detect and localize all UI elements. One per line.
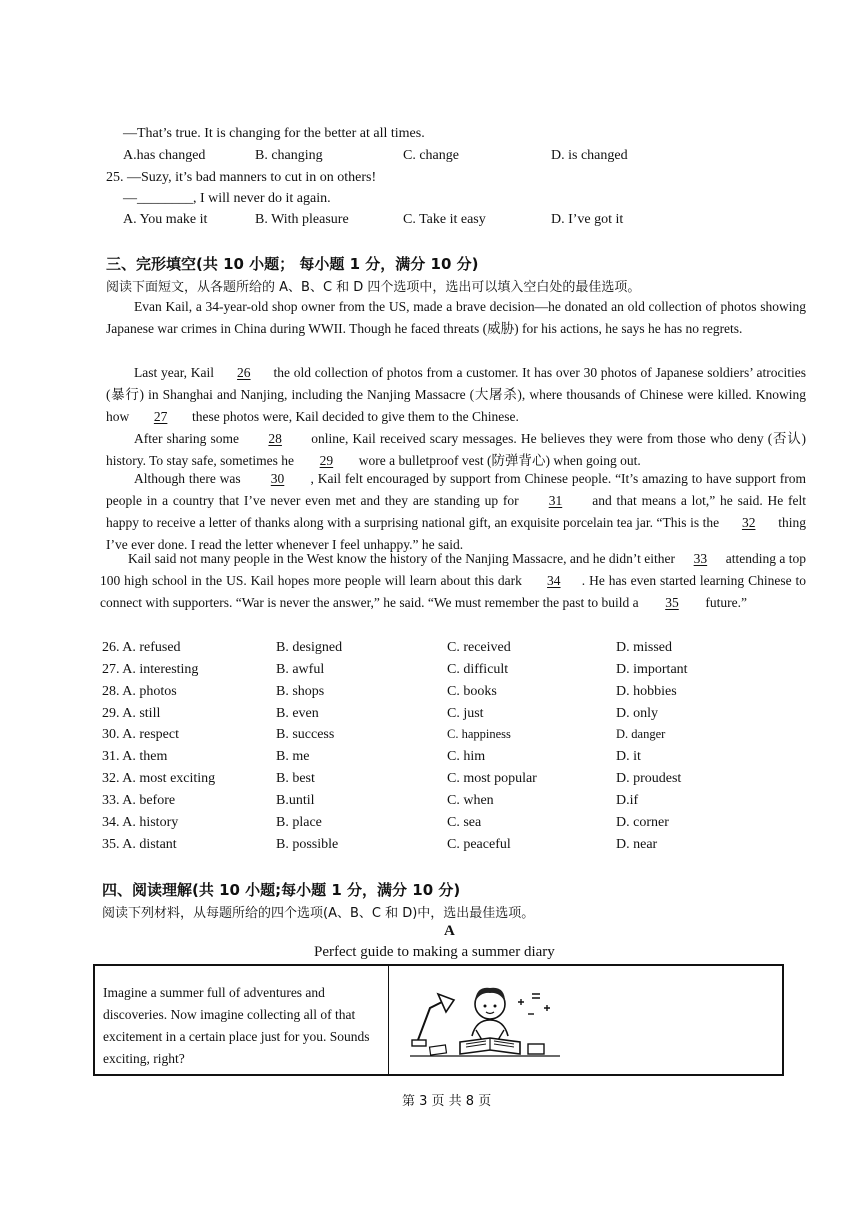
q24-stem: —That’s true. It is changing for the better at all times. [123, 126, 425, 141]
passage-letter: A [444, 923, 455, 939]
cloze-p3-c: wore a bulletproof vest (防弹背心) when going out. [358, 453, 641, 468]
cloze-paragraph-3 [106, 428, 806, 472]
option-33-d: D.if [616, 793, 639, 808]
cloze-p3-a: After sharing some [134, 431, 240, 446]
option-34-d: D. corner [616, 815, 669, 830]
option-26-c: C. received [447, 640, 511, 655]
cloze-p5-a: Kail said not many people in the West know the history of the Nanjing Massacre, and he didn’t either [128, 551, 675, 566]
passage-title: Perfect guide to making a summer diary [314, 944, 555, 960]
cloze-paragraph-2 [106, 362, 806, 428]
q25-stem: 25. —Suzy, it’s bad manners to cut in on others! [106, 170, 377, 185]
option-26-a: 26. A. refused [102, 640, 181, 655]
blank-32: 32 [741, 515, 756, 530]
blank-34: 34 [547, 573, 561, 588]
option-35-b: B. possible [276, 837, 339, 852]
cloze-p2-c: these photos were, Kail decided to give them to the Chinese. [192, 409, 519, 424]
box-divider [388, 966, 389, 1074]
q25-reply-prefix: — [123, 191, 137, 206]
option-27-b: B. awful [276, 662, 325, 677]
passage-intro-text: Imagine a summer full of adventures and discoveries. Now imagine collecting all of that excitement in a certain place just for you. Sounds exciting, right? [103, 985, 370, 1066]
option-34-b: B. place [276, 815, 322, 830]
option-32-a: 32. A. most exciting [102, 771, 216, 786]
cloze-p5-d: future.” [705, 595, 747, 610]
cloze-p4-a: Although there was [134, 471, 241, 486]
blank-31: 31 [548, 493, 563, 508]
blank-27: 27 [153, 409, 168, 424]
option-30-c: C. happiness [447, 727, 511, 741]
q25-reply [123, 191, 331, 207]
blank-30: 30 [270, 471, 285, 486]
option-27-d: D. important [616, 662, 688, 677]
option-29-c: C. just [447, 706, 484, 721]
option-34-a: 34. A. history [102, 815, 179, 830]
option-29-d: D. only [616, 706, 658, 721]
option-32-c: C. most popular [447, 771, 537, 786]
cloze-p2-a: Last year, Kail [134, 365, 215, 380]
option-27-a: 27. A. interesting [102, 662, 199, 677]
cloze-p1-text: Evan Kail, a 34-year-old shop owner from the US, made a brave decision—he donated an old collection of photos showing Japanese war crimes in China during WWII. Though he faced threats (威胁) for his actions, he says he has no regrets. [106, 299, 806, 336]
option-28-d: D. hobbies [616, 684, 677, 699]
blank-29: 29 [319, 453, 334, 468]
q24-option-d: D. is changed [551, 148, 628, 163]
option-30-a: 30. A. respect [102, 727, 179, 742]
option-33-b: B.until [276, 793, 315, 808]
section3-instruction: 阅读下面短文，从各题所给的 A、B、C 和 D 四个选项中，选出可以填入空白处的最佳选项。 [106, 280, 641, 295]
option-28-a: 28. A. photos [102, 684, 177, 699]
cloze-p5-b: attending a top 100 high school in the US. Kail hopes more people will learn about this dark [100, 551, 807, 588]
option-32-d: D. proudest [616, 771, 682, 786]
q25-option-d: D. I’ve got it [551, 212, 624, 227]
section3-title: 三、完形填空(共 10 小题； 每小题 1 分，满分 10 分) [106, 255, 479, 273]
option-29-a: 29. A. still [102, 706, 161, 721]
option-33-a: 33. A. before [102, 793, 176, 808]
blank-28: 28 [268, 431, 282, 446]
option-29-b: B. even [276, 706, 319, 721]
blank-33: 33 [693, 551, 708, 566]
q25-reply-suffix: , I will never do it again. [193, 191, 331, 206]
cloze-paragraph-4 [106, 468, 806, 556]
option-30-b: B. success [276, 727, 335, 742]
q24-option-a: A.has changed [123, 148, 206, 163]
option-27-c: C. difficult [447, 662, 509, 677]
q25-option-a: A. You make it [123, 212, 208, 227]
child-writing-diary-illustration [410, 980, 570, 1062]
option-28-c: C. books [447, 684, 497, 699]
option-28-b: B. shops [276, 684, 325, 699]
cloze-paragraph-1 [106, 296, 806, 340]
q25-option-b: B. With pleasure [255, 212, 349, 227]
blank-26: 26 [237, 365, 251, 380]
cloze-paragraph-5 [100, 548, 806, 614]
option-31-b: B. me [276, 749, 310, 764]
option-31-a: 31. A. them [102, 749, 168, 764]
option-35-a: 35. A. distant [102, 837, 177, 852]
q25-reply-blank: ________ [137, 191, 193, 206]
option-26-d: D. missed [616, 640, 672, 655]
section4-title: 四、阅读理解(共 10 小题;每小题 1 分，满分 10 分) [102, 881, 461, 899]
option-30-d: D. danger [616, 727, 666, 741]
option-31-c: C. him [447, 749, 486, 764]
option-35-d: D. near [616, 837, 658, 852]
cloze-p4-c: and that means a lot,” he said. He felt happy to receive a letter of thanks along with a surprising national gift, an exquisite porcelain tea jar. “This is the [106, 493, 807, 530]
cloze-p5-c: . He has even started learning Chinese to connect with supporters. “War is never the answer,” he said. “We must remember the past to build a [100, 573, 806, 610]
option-33-c: C. when [447, 793, 494, 808]
section4-instruction: 阅读下列材料，从每题所给的四个选项(A、B、C 和 D)中，选出最佳选项。 [102, 906, 535, 921]
cloze-p4-d: thing I’ve ever done. I read the letter whenever I feel unhappy.” he said. [106, 515, 807, 552]
cloze-p2-b: the old collection of photos from a customer. It has over 30 photos of Japanese soldiers’ atrocities (暴行) in Shanghai and Nanjing, including the Nanjing Massacre (大屠杀), where thousands of Chinese were killed. Knowing how [106, 365, 806, 424]
cloze-p4-b: , Kail felt encouraged by support from Chinese people. “It’s amazing to have support from people in a country that I’ve never even met and they are standing up for [106, 471, 806, 508]
passage-intro-box [93, 964, 784, 1076]
cloze-p3-b: online, Kail received scary messages. He believes they were from those who deny (否认) history. To stay safe, sometimes he [106, 431, 806, 468]
blank-35: 35 [665, 595, 679, 610]
option-31-d: D. it [616, 749, 641, 764]
option-34-c: C. sea [447, 815, 482, 830]
page-number: 第 3 页 共 8 页 [402, 1094, 492, 1109]
option-26-b: B. designed [276, 640, 343, 655]
q24-option-c: C. change [403, 148, 459, 163]
q24-option-b: B. changing [255, 148, 323, 163]
option-32-b: B. best [276, 771, 315, 786]
option-35-c: C. peaceful [447, 837, 511, 852]
q25-option-c: C. Take it easy [403, 212, 486, 227]
